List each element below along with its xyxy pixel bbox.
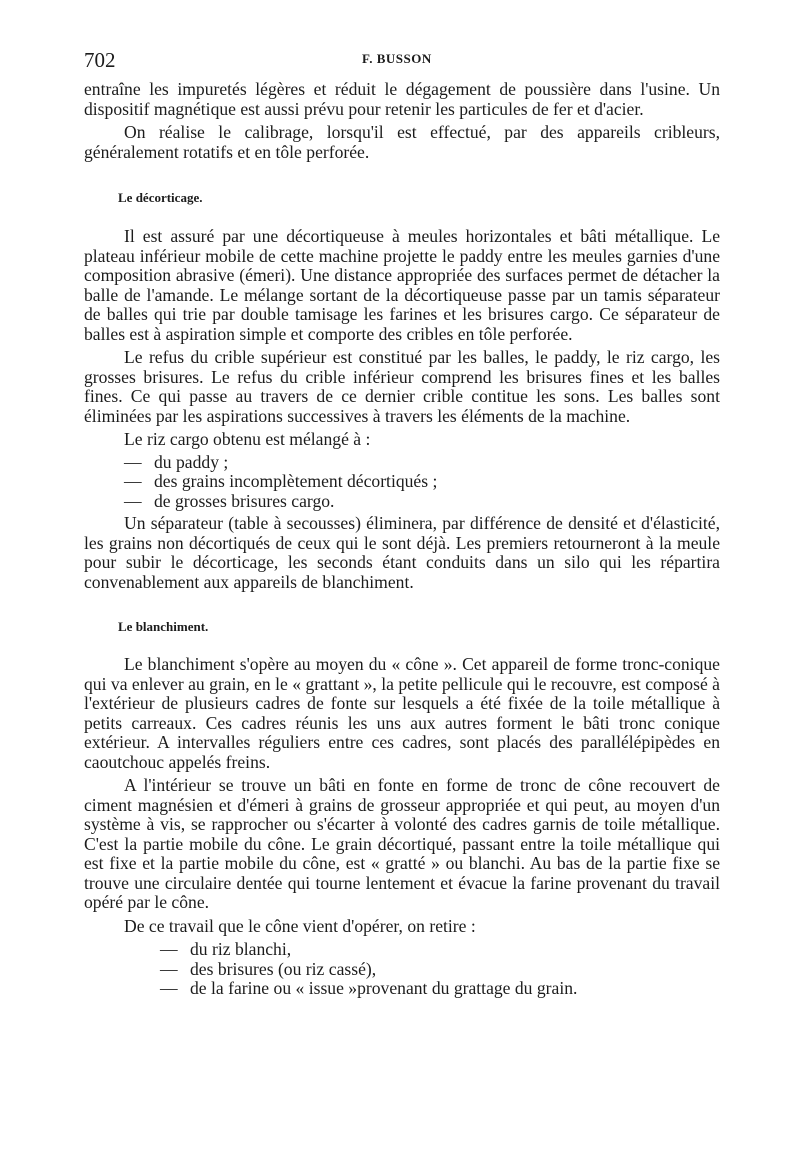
list-item-text: des brisures (ou riz cassé), — [190, 958, 377, 979]
paragraph-continued: entraîne les impuretés légères et réduit le dégagement de poussière dans l'usine. Un dispositif magnétique est aussi prévu pour retenir les particules de fer et d'acier. — [84, 79, 720, 119]
list-item — [84, 940, 720, 960]
running-head-author: F. BUSSON — [362, 51, 432, 66]
list-item-text: des grains incomplètement décortiqués ; — [154, 471, 438, 491]
paragraph-refus-crible: Le refus du crible supérieur est constitué par les balles, le paddy, le riz cargo, les grosses brisures. Le refus du crible inférieur comprend les brisures fines et les balles fines. Ce qui passe au travers de ce dernier crible contitue les sons. Les balles sont éliminées par les aspirations successives à travers les éléments de la machine. — [84, 347, 720, 426]
list-item-text: du paddy ; — [154, 451, 229, 472]
dash-bullet: — — [160, 939, 178, 959]
list-item — [84, 453, 720, 473]
dash-bullet: — — [124, 451, 142, 472]
dash-bullet: — — [160, 958, 178, 979]
running-head — [84, 48, 720, 70]
paragraph-retire-intro: De ce travail que le cône vient d'opérer, on retire : — [124, 915, 476, 936]
paragraph-riz-cargo-intro: Le riz cargo obtenu est mélangé à : — [124, 429, 371, 449]
paragraph-separateur: Un séparateur (table à secousses) éliminera, par différence de densité et d'élasticité, les grains non décortiqués de ceux qui le sont déjà. Les premiers retourneront à la meule pour subir le décorticage, les seconds étant conduits dans un silo qui les répartira convenablement aux appareils de blanchiment. — [84, 513, 720, 592]
list-item-text: du riz blanchi, — [190, 939, 292, 959]
page-number: 702 — [84, 48, 116, 72]
list-produits — [84, 940, 720, 999]
paragraph-interieur: A l'intérieur se trouve un bâti en fonte en forme de tronc de cône recouvert de ciment magnésien et d'émeri à grains de grosseur appropriée et qui peut, au moyen d'un système à vis, se rapprocher ou s'écarter à volonté des cadres garnis de toile métallique. C'est la partie mobile du cône. Le grain décortiqué, passant entre la toile métallique qui est fixe et la partie mobile du cône, est « gratté » ou blanchi. Au bas de la partie fixe se trouve une circulaire dentée qui tourne lentement et évacue la farine provenant du travail opéré par le cône. — [84, 775, 720, 912]
list-item-text: de la farine ou « issue »provenant du grattage du grain. — [190, 978, 578, 998]
section-heading-decorticage: Le décorticage. — [118, 190, 203, 205]
paragraph-calibrage: On réalise le calibrage, lorsqu'il est effectué, par des appareils cribleurs, généralement rotatifs et en tôle perforée. — [84, 122, 720, 162]
section-heading-blanchiment: Le blanchiment. — [118, 619, 209, 634]
page-body — [84, 80, 720, 999]
paragraph-decortiqueuse: Il est assuré par une décortiqueuse à meules horizontales et bâti métallique. Le plateau inférieur mobile de cette machine projette le paddy entre les meules garnies d'une composition abrasive (émeri). Une distance appropriée des surfaces permet de détacher la balle de l'amande. Le mélange sortant de la décortiqueuse passe par un tamis séparateur de balles qui trie par double tamisage les farines et les brisures cargo. Ce séparateur de balles est à aspiration simple et comporte des cribles en tôle perforée. — [84, 226, 720, 344]
list-item — [84, 472, 720, 492]
list-item — [84, 492, 720, 512]
list-item — [84, 960, 720, 980]
dash-bullet: — — [124, 471, 142, 491]
list-item-text: de grosses brisures cargo. — [154, 490, 335, 511]
dash-bullet: — — [124, 490, 142, 511]
list-item — [84, 979, 720, 999]
dash-bullet: — — [160, 978, 178, 998]
paragraph-cone: Le blanchiment s'opère au moyen du « cône ». Cet appareil de forme tronc-conique qui va enlever au grain, en le « grattant », la petite pellicule qui le recouvre, est composé à l'extérieur de plusieurs cadres de fonte sur lesquels a été fixée de la toile métallique à petits carreaux. Ces cadres réunis les uns aux autres forment le bâti tronc conique extérieur. A intervalles réguliers entre ces cadres, sont placés des parallélépipèdes en caoutchouc appelés freins. — [84, 654, 720, 772]
list-melange — [84, 453, 720, 512]
